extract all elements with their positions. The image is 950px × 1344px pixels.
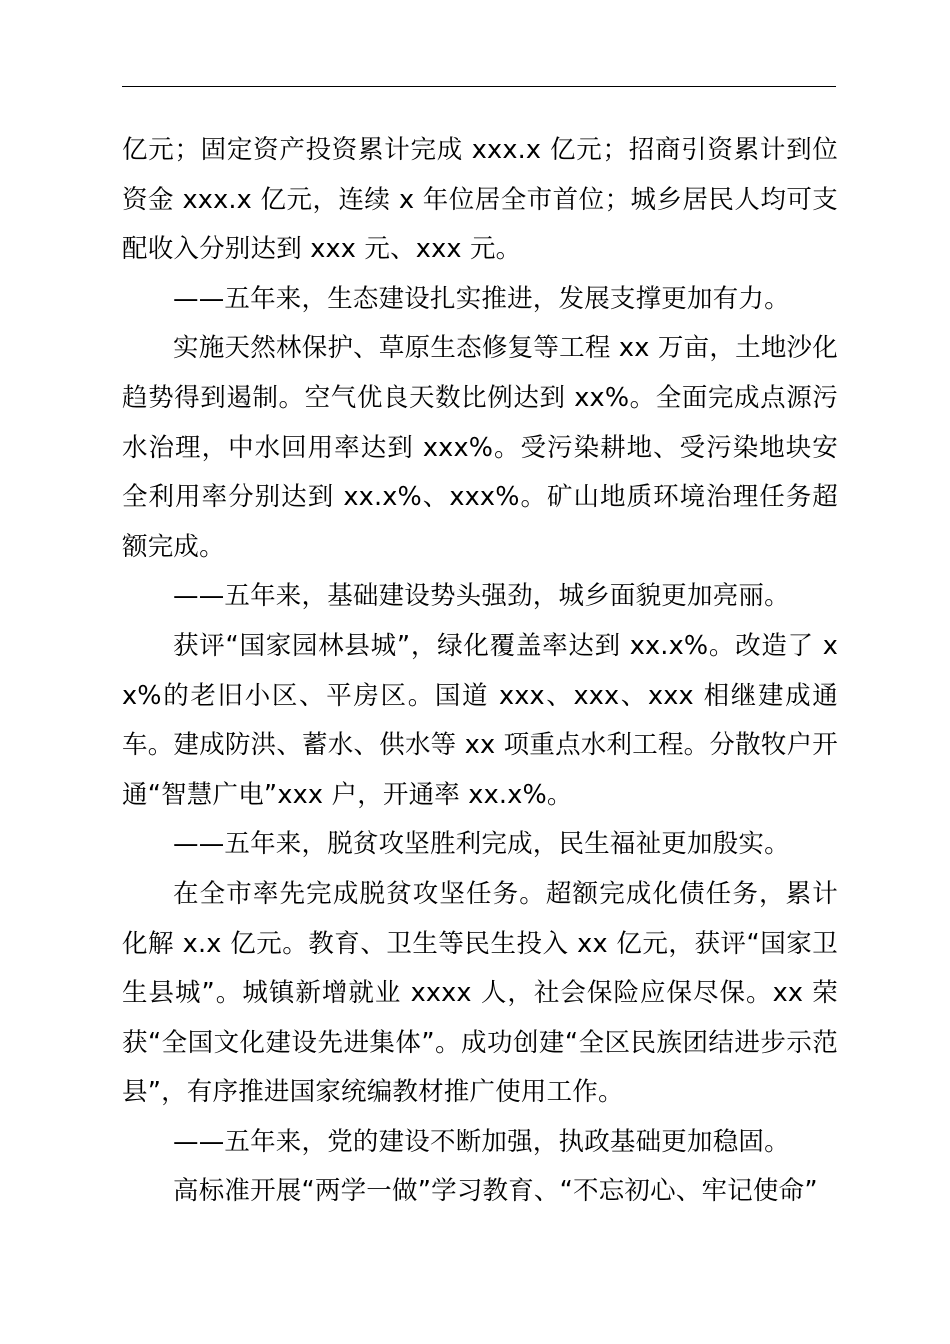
header-rule [122, 86, 836, 87]
body-text [122, 126, 838, 1217]
section-heading-ecology: ——五年来，生态建设扎实推进，发展支撑更加有力。 [173, 283, 790, 314]
section-heading-infrastructure: ——五年来，基础建设势头强劲，城乡面貌更加亮丽。 [173, 581, 790, 612]
paragraph-economy-continued: 亿元；固定资产投资累计完成 xxx.x 亿元；招商引资累计到位资金 xxx.x 亿元，连续 x 年位居全市首位；城乡居民人均可支配收入分别达到 xxx 元、xxx 元。 [122, 135, 838, 265]
paragraph-poverty-alleviation: 在全市率先完成脱贫攻坚任务。超额完成化债任务，累计化解 x.x 亿元。教育、卫生等民生投入 xx 亿元，获评“国家卫生县城”。城镇新增就业 xxxx 人，社会保险应保尽保。xx 荣获“全国文化建设先进集体”。成功创建“全区民族团结进步示范县”，有序推进国家统编教材推广使用工作。 [122, 878, 838, 1108]
paragraph-party-building: 高标准开展“两学一做”学习教育、“不忘初心、牢记使命” [173, 1176, 818, 1207]
paragraph-ecology: 实施天然林保护、草原生态修复等工程 xx 万亩，土地沙化趋势得到遏制。空气优良天数比例达到 xx%。全面完成点源污水治理，中水回用率达到 xxx%。受污染耕地、受污染地块安全利用率分别达到 xx.x%、xxx%。矿山地质环境治理任务超额完成。 [122, 333, 838, 562]
paragraph-infrastructure: 获评“国家园林县城”，绿化覆盖率达到 xx.x%。改造了 xx%的老旧小区、平房区。国道 xxx、xxx、xxx 相继建成通车。建成防洪、蓄水、供水等 xx 项重点水利工程。分散牧户开通“智慧广电”xxx 户，开通率 xx.x%。 [122, 630, 838, 810]
section-heading-party-building: ——五年来，党的建设不断加强，执政基础更加稳固。 [173, 1126, 790, 1157]
section-heading-poverty-alleviation: ——五年来，脱贫攻坚胜利完成，民生福祉更加殷实。 [173, 829, 790, 860]
